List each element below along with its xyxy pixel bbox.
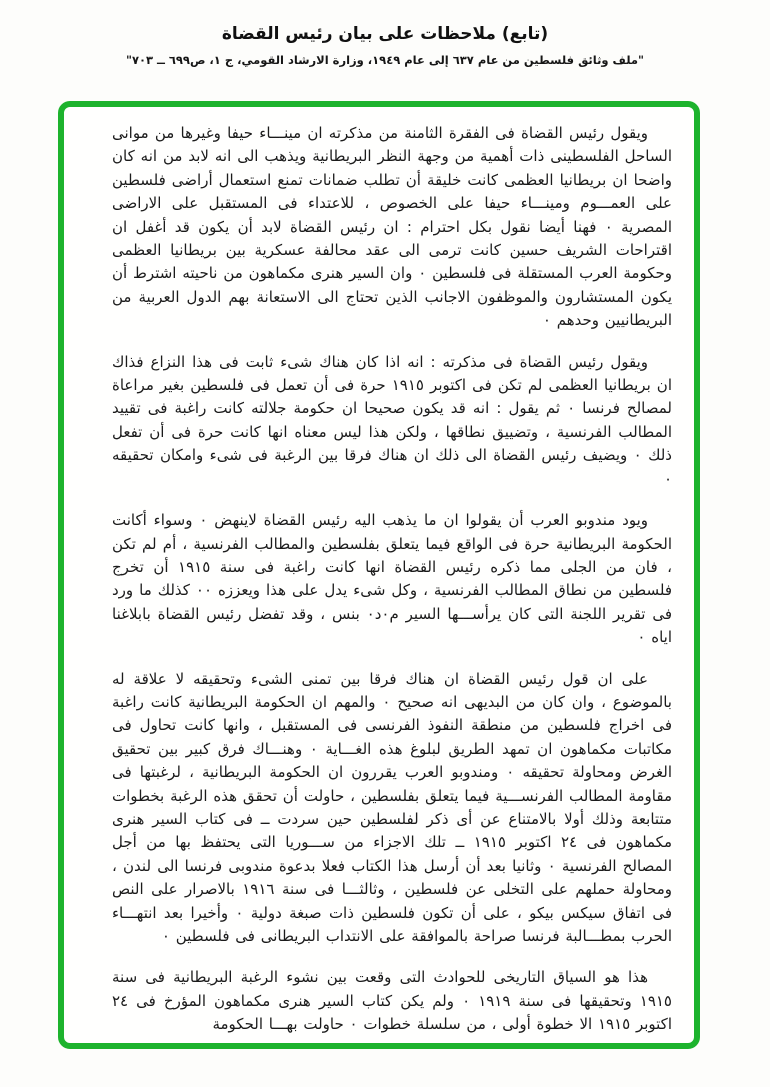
green-border-frame bbox=[58, 101, 700, 1049]
document-body bbox=[64, 107, 694, 1037]
body-paragraph-3: ويود مندوبو العرب أن يقولوا ان ما يذهب اليه رئيس القضاة لاينهض ٠ وسواء أكانت الحكومة البريطانية حرة فى الواقع فيما يتعلق بفلسطين والمطالب الفرنسية ، أم لم تكن ، فان من الجلى مما ذكره رئيس القضاة انها كانت راغبة فى سنة ١٩١٥ أن تخرج فلسطين من نطاق المطالب الفرنسية ، وكل شىء يدل على هذا ويعززه ٠٠ كذلك ما ورد فى تقرير اللجنة التى كان يرأســـها السير م٠د٠ بنس ، وقد تفضل رئيس القضاة بابلاغنا اياه ٠ bbox=[112, 511, 672, 647]
body-paragraph-5: هذا هو السياق التاريخى للحوادث التى وقعت بين نشوء الرغبة البريطانية فى سنة ١٩١٥ وتحقيقها فى سنة ١٩١٩ ٠ ولم يكن كتاب السير هنرى مكماهون المؤرخ فى ٢٤ اكتوبر ١٩١٥ الا خطوة أولى ، من سلسلة خطوات ٠ حاولت بهـــا الحكومة bbox=[112, 968, 672, 1034]
document-title: (تابع) ملاحظات على بيان رئيس القضاة bbox=[221, 24, 549, 44]
body-paragraph-4: على ان قول رئيس القضاة ان هناك فرقا بين تمنى الشىء وتحقيقه لا علاقة له بالموضوع ، وان كان من البديهى انه صحيح ٠ والمهم ان الحكومة البريطانية كانت راغبة فى اخراج فلسطين من منطقة النفوذ الفرنسى فى المستقبل ، وانها كانت تحاول فى مكاتبات مكماهون ان تمهد الطريق لبلوغ هذه الغـــاية ٠ وهنـــاك فرق كبير بين تحقيق الغرض ومحاولة تحقيقه ٠ ومندوبو العرب يقررون ان الحكومة البريطانية ، لرغبتها فى مقاومة المطالب الفرنســـية فيما يتعلق بفلسطين ، حاولت أن تحقق هذه الرغبة بخطوات متتابعة وذلك أولا بالامتناع عن أى ذكر لفلسطين حين سردت ــ فى كتاب السير هنرى مكماهون فى ٢٤ اكتوبر ١٩١٥ ــ تلك الاجزاء من ســـوريا التى يحتفظ بها من أجل المصالح الفرنسية ٠ وثانيا بعد أن أرسل هذا الكتاب فعلا بدعوة مندوبى فرنسا الى لندن ، ومحاولة حملهم على التخلى عن فلسطين ، وثالثـــا فى سنة ١٩١٦ بالاصرار على النص فى اتفاق سيكس بيكو ، على أن تكون فلسطين ذات صبغة دولية ٠ وأخيرا بعد انتهـــاء الحرب بمطـــالبة فرنسا صراحة بالموافقة على الانتداب البريطانى فى فلسطين ٠ bbox=[112, 669, 673, 945]
document-header bbox=[0, 0, 770, 67]
body-paragraph-1: ويقول رئيس القضاة فى الفقرة الثامنة من مذكرته ان مينـــاء حيفا وغيرها من موانى الساحل الفلسطينى ذات أهمية من وجهة النظر البريطانية ويذهب الى انه لابد من انه كان واضحا ان بريطانيا العظمى كانت خليقة أن تطلب ضمانات تمنع استعمال أراضى فلسطين على العمـــوم ومينـــاء حيفا على الخصوص ، للاعتداء فى المستقبل على الاراضى المصرية ٠ فهنا أيضا نقول بكل احترام : ان رئيس القضاة لابد أن يكون قد أغفل ان اقتراحات الشريف حسين كانت ترمى الى عقد محالفة عسكرية بين بريطانيا العظمى وحكومة العرب المستقلة فى فلسطين ٠ وان السير هنرى مكماهون من ناحيته اشترط أن يكون المستشارون والموظفون الاجانب الذين تحتاج الى الاستعانة بهم الدول العربية من البريطانيين وحدهم ٠ bbox=[112, 124, 673, 330]
body-paragraph-2: ويقول رئيس القضاة فى مذكرته : انه اذا كان هناك شىء ثابت فى هذا النزاع فذاك ان بريطانيا العظمى لم تكن فى اكتوبر ١٩١٥ حرة فى أن تعمل فى فلسطين بغير مراعاة لمصالح فرنسا ٠ ثم يقول : انه قد يكون صحيحا ان حكومة جلالته كانت راغبة فى تقييد المطالب الفرنسية ، وتضييق نطاقها ، ولكن هذا ليس معناه انها كانت حرة فى أن تفعل ذلك ٠ ويضيف رئيس القضاة الى ذلك ان هناك فرقا بين الرغبة فى شىء وامكان تحقيقه ٠ bbox=[112, 352, 673, 488]
document-source-line: "ملف وثائق فلسطين من عام ٦٣٧ إلى عام ١٩٤٩، وزارة الارشاد القومي، ج ١، ص٦٩٩ ــ ٧٠٣" bbox=[125, 53, 645, 67]
